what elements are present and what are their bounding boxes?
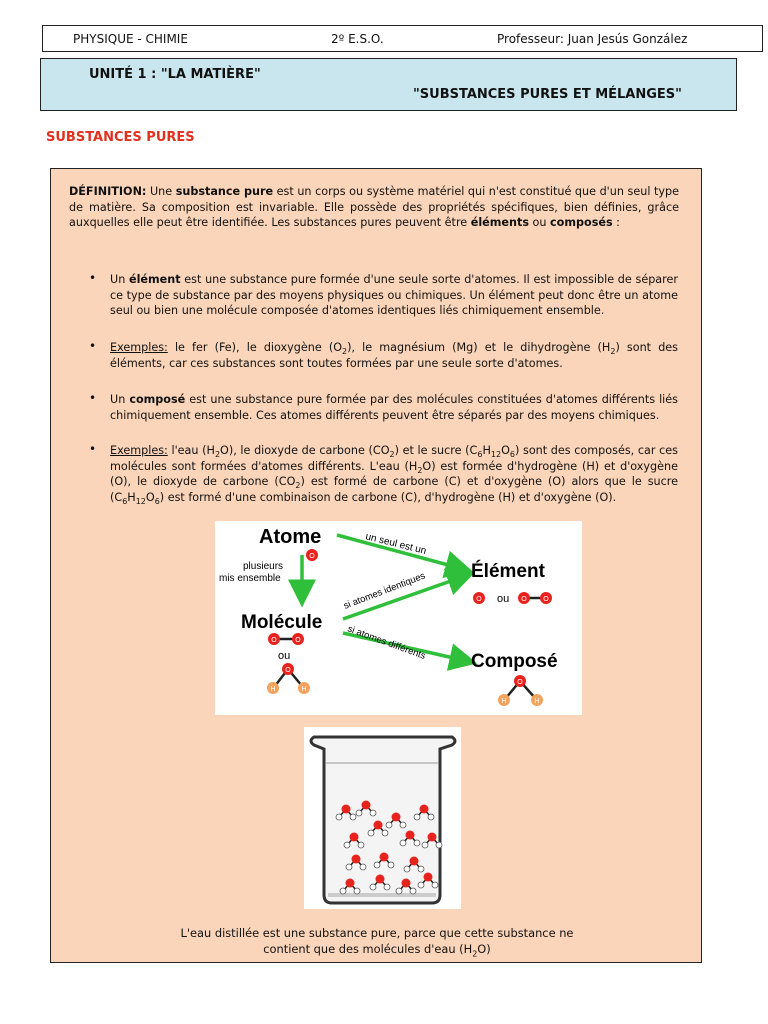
label-differents: si atomes différents <box>345 623 427 662</box>
svg-text:O: O <box>476 596 482 603</box>
definition-paragraph: DÉFINITION: Une substance pure est un corps ou système matériel qui n'est constitué que d'un seul type de matière. Sa composition est invariable. Elle possède des propriétés spécifiques, bien définies, grâce auxquelles elle peut être identifiée. Les substances pures peuvent être éléments ou composés : <box>69 185 679 230</box>
label-mis-ensemble: mis ensemble <box>219 573 281 584</box>
element-atom-icon <box>473 592 485 604</box>
label-compose: Composé <box>471 651 558 672</box>
bullet-dot: • <box>89 391 97 405</box>
label-element: Élément <box>471 561 545 582</box>
svg-text:O: O <box>295 637 301 644</box>
compose-definition: Un composé est une substance pure formée par des molécules constituées d'atomes différents liés chimiquement ensemble. Ces atomes différents peuvent être séparés par des moyens chimiques. <box>110 393 678 422</box>
content-box <box>50 168 702 963</box>
unit-title: UNITÉ 1 : "LA MATIÈRE" <box>89 67 261 82</box>
svg-text:H: H <box>270 686 276 693</box>
bullet-dot: • <box>89 271 97 285</box>
oxygen-atom-icon <box>306 549 318 561</box>
diagram-svg <box>215 521 582 715</box>
unit-subtitle: "SUBSTANCES PURES ET MÉLANGES" <box>413 87 682 102</box>
beaker-caption: L'eau distillée est une substance pure, parce que cette substance ne contient que des molécules d'eau $(H_2O)$ <box>180 926 574 959</box>
beaker-icon <box>304 727 461 909</box>
svg-text:H: H <box>534 698 540 705</box>
svg-text:O: O <box>521 596 527 603</box>
atom-molecule-diagram <box>215 521 582 715</box>
element-definition: Un élément est une substance pure formée d'une seule sorte d'atomes. Il est impossible de séparer ce type de substance par des moyens physiques ou chimiques. Un élément peut donc être un atome seul ou bien une molécule composée d'atomes identiques liés chimiquement ensemble. <box>110 273 678 318</box>
definition-label: DÉFINITION: <box>69 185 147 198</box>
svg-text:H: H <box>301 686 307 693</box>
water-molecule-icon <box>267 663 310 694</box>
svg-text:H: H <box>501 698 507 705</box>
level-label: 2º E.S.O. <box>331 31 384 46</box>
svg-text:O: O <box>543 596 549 603</box>
element-molecule-icon <box>518 592 552 604</box>
section-title: SUBSTANCES PURES <box>46 130 195 145</box>
svg-text:O: O <box>285 667 291 674</box>
dioxygen-molecule-icon <box>268 633 304 645</box>
element-examples: Exemples: le fer (Fe), le dioxygène $(O_2)$, le magnésium (Mg) et le dihydrogène $(H_2)$ sont des éléments, car ces substances sont toutes formées par une seule sorte d'atomes. <box>110 341 679 370</box>
header-bar <box>42 25 763 52</box>
compose-examples: Exemples: l'eau $(H_2O)$, le dioxyde de carbone $(CO_2)$ et le sucre $(C_6H_{12}O_6)$ sont des composés, car ces molécules sont formées d'atomes différents. L'eau $(H_2O)$ est formée d'hydrogène (H) et d'oxygène (O), le dioxyde de carbone $(CO_2)$ est formé de carbone (C) et d'oxygène (O) alors que le sucre $(C_6H_{12}O_6)$ est formé d'une combinaison de carbone (C), d'hydrogène (H) et d'oxygène (O). <box>110 444 679 507</box>
bullet-dot: • <box>89 339 97 353</box>
bullet-dot: • <box>89 442 97 456</box>
label-un-seul: un seul est un <box>364 531 428 557</box>
beaker-illustration <box>304 727 461 909</box>
unit-banner <box>40 58 737 111</box>
label-ou-molecule: ou <box>278 650 291 662</box>
svg-text:O: O <box>271 637 277 644</box>
label-molecule: Molécule <box>241 612 323 633</box>
compose-water-icon <box>498 675 543 706</box>
label-atome: Atome <box>259 526 322 548</box>
label-ou-element: ou <box>497 593 510 605</box>
svg-text:O: O <box>517 679 523 686</box>
subject-label: PHYSIQUE - CHIMIE <box>73 31 188 46</box>
label-identiques: si atomes identiques <box>342 570 427 612</box>
svg-text:O: O <box>309 553 315 560</box>
label-plusieurs: plusieurs <box>243 561 284 572</box>
teacher-label: Professeur: Juan Jesús González <box>497 31 688 46</box>
